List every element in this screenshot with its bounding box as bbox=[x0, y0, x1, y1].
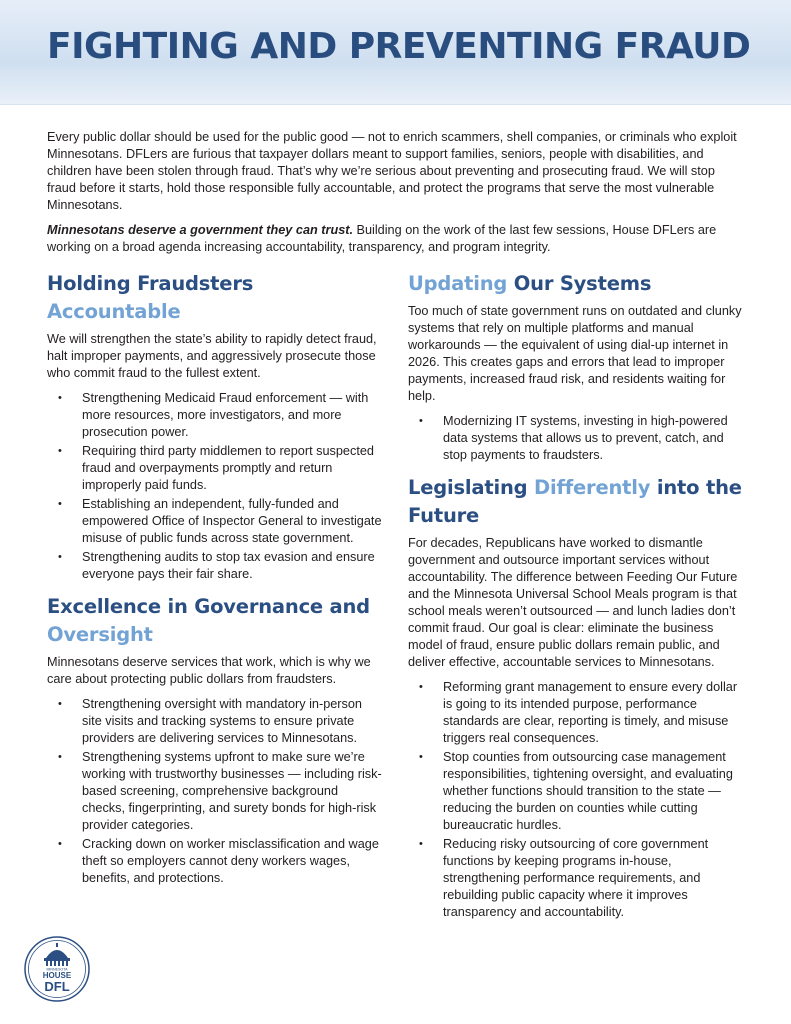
list-item: • Reforming grant management to ensure every dollar is going to its intended purpose, performance standards are clear, reporting is timely, and misuse triggers real consequences. bbox=[408, 679, 744, 747]
section-heading bbox=[408, 474, 744, 530]
heading-part: Excellence in Governance and bbox=[47, 595, 370, 618]
intro bbox=[47, 129, 743, 264]
heading-accent: Oversight bbox=[47, 623, 153, 646]
list-item: • Strengthening audits to stop tax evasion and ensure everyone pays their fair share. bbox=[47, 549, 382, 583]
list-item: • Establishing an independent, fully-funded and empowered Office of Inspector General to investigate misuse of public funds across state government. bbox=[47, 496, 382, 547]
logo-line1: MINNESOTA bbox=[46, 967, 68, 972]
section-heading bbox=[47, 270, 382, 326]
bullet-list bbox=[408, 413, 744, 464]
section-accountable bbox=[47, 270, 382, 583]
bullet-list bbox=[47, 390, 382, 583]
list-item: • Strengthening systems upfront to make sure we’re working with trustworthy businesses — including risk-based screening, comprehensive background checks, fingerprinting, and surety bonds for high-risk provider categories. bbox=[47, 749, 382, 834]
heading-accent: Accountable bbox=[47, 300, 181, 323]
section-governance bbox=[47, 593, 382, 887]
section-body: Minnesotans deserve services that work, which is why we care about protecting public dollars from fraudsters. bbox=[47, 655, 371, 686]
bullet-list bbox=[47, 696, 382, 887]
section-systems bbox=[408, 270, 744, 464]
list-item: • Requiring third party middlemen to report suspected fraud and overpayments promptly and return improperly paid funds. bbox=[47, 443, 382, 494]
list-item: • Reducing risky outsourcing of core government functions by keeping programs in-house, strengthening performance requirements, and rebuilding public capacity where it improves transparency and accountability. bbox=[408, 836, 744, 921]
heading-part: Holding Fraudsters bbox=[47, 272, 254, 295]
heading-part: Legislating bbox=[408, 476, 534, 499]
house-dfl-logo bbox=[24, 936, 90, 1002]
heading-accent: Differently bbox=[533, 476, 651, 499]
intro-paragraph: Every public dollar should be used for the public good — not to enrich scammers, shell companies, or criminals who exploit Minnesotans. DFLers are furious that taxpayer dollars meant to support families, seniors, people with disabilities, and children have been stolen through fraud. That’s why we’re serious about preventing and prosecuting fraud. We will stop fraud before it starts, hold those responsible fully accountable, and protect the programs that serve the most vulnerable Minnesotans. bbox=[47, 130, 737, 212]
section-heading bbox=[47, 593, 382, 649]
intro-paragraph-trust bbox=[47, 222, 743, 256]
intro-lead: Minnesotans deserve a government they can trust. bbox=[47, 223, 353, 237]
list-item: • Strengthening oversight with mandatory in-person site visits and tracking systems to ensure private providers are delivering services to Minnesotans. bbox=[47, 696, 382, 747]
heading-part: into the Future bbox=[408, 476, 742, 527]
right-column bbox=[408, 270, 744, 931]
section-body: Too much of state government runs on outdated and clunky systems that rely on multiple platforms and manual workarounds — the equivalent of using dial-up internet in 2026. This creates gaps and errors that lead to improper payments, increased fraud risk, and residents waiting for help. bbox=[408, 304, 742, 403]
heading-accent: Updating bbox=[408, 272, 508, 295]
intro-rest: Building on the work of the last few sessions, House DFLers are working on a broad agenda increasing accountability, transparency, and program integrity. bbox=[47, 223, 717, 254]
list-item: • Modernizing IT systems, investing in high-powered data systems that allows us to prevent, catch, and stop payments to fraudsters. bbox=[408, 413, 744, 464]
list-item: • Stop counties from outsourcing case management responsibilities, tightening oversight, and evaluating whether functions should transition to the state — reducing the burden on counties while cutting bureaucratic hurdles. bbox=[408, 749, 744, 834]
left-column bbox=[47, 270, 382, 897]
section-body: We will strengthen the state’s ability to rapidly detect fraud, halt improper payments, and aggressively prosecute those who commit fraud to the fullest extent. bbox=[47, 332, 377, 380]
bullet-list bbox=[408, 679, 744, 921]
section-legislating bbox=[408, 474, 744, 921]
logo-line2: HOUSE bbox=[42, 971, 72, 980]
list-item: • Cracking down on worker misclassification and wage theft so employers cannot deny workers wages, benefits, and protections. bbox=[47, 836, 382, 887]
section-body: For decades, Republicans have worked to dismantle government and outsource important services without accountability. The difference between Feeding Our Future and the Minnesota Universal School Meals program is that school meals weren’t outsourced — and lunch ladies don’t commit fraud. Our goal is clear: eliminate the business model of fraud, ensure public dollars remain public, and deliver effective, accountable services to Minnesotans. bbox=[408, 536, 738, 669]
title-banner bbox=[0, 0, 791, 105]
section-heading bbox=[408, 270, 744, 298]
logo-line3: DFL bbox=[44, 979, 70, 994]
page-title: FIGHTING AND PREVENTING FRAUD bbox=[47, 26, 751, 67]
heading-part: Our Systems bbox=[507, 272, 652, 295]
list-item: • Strengthening Medicaid Fraud enforcement — with more resources, more investigators, and more prosecution power. bbox=[47, 390, 382, 441]
